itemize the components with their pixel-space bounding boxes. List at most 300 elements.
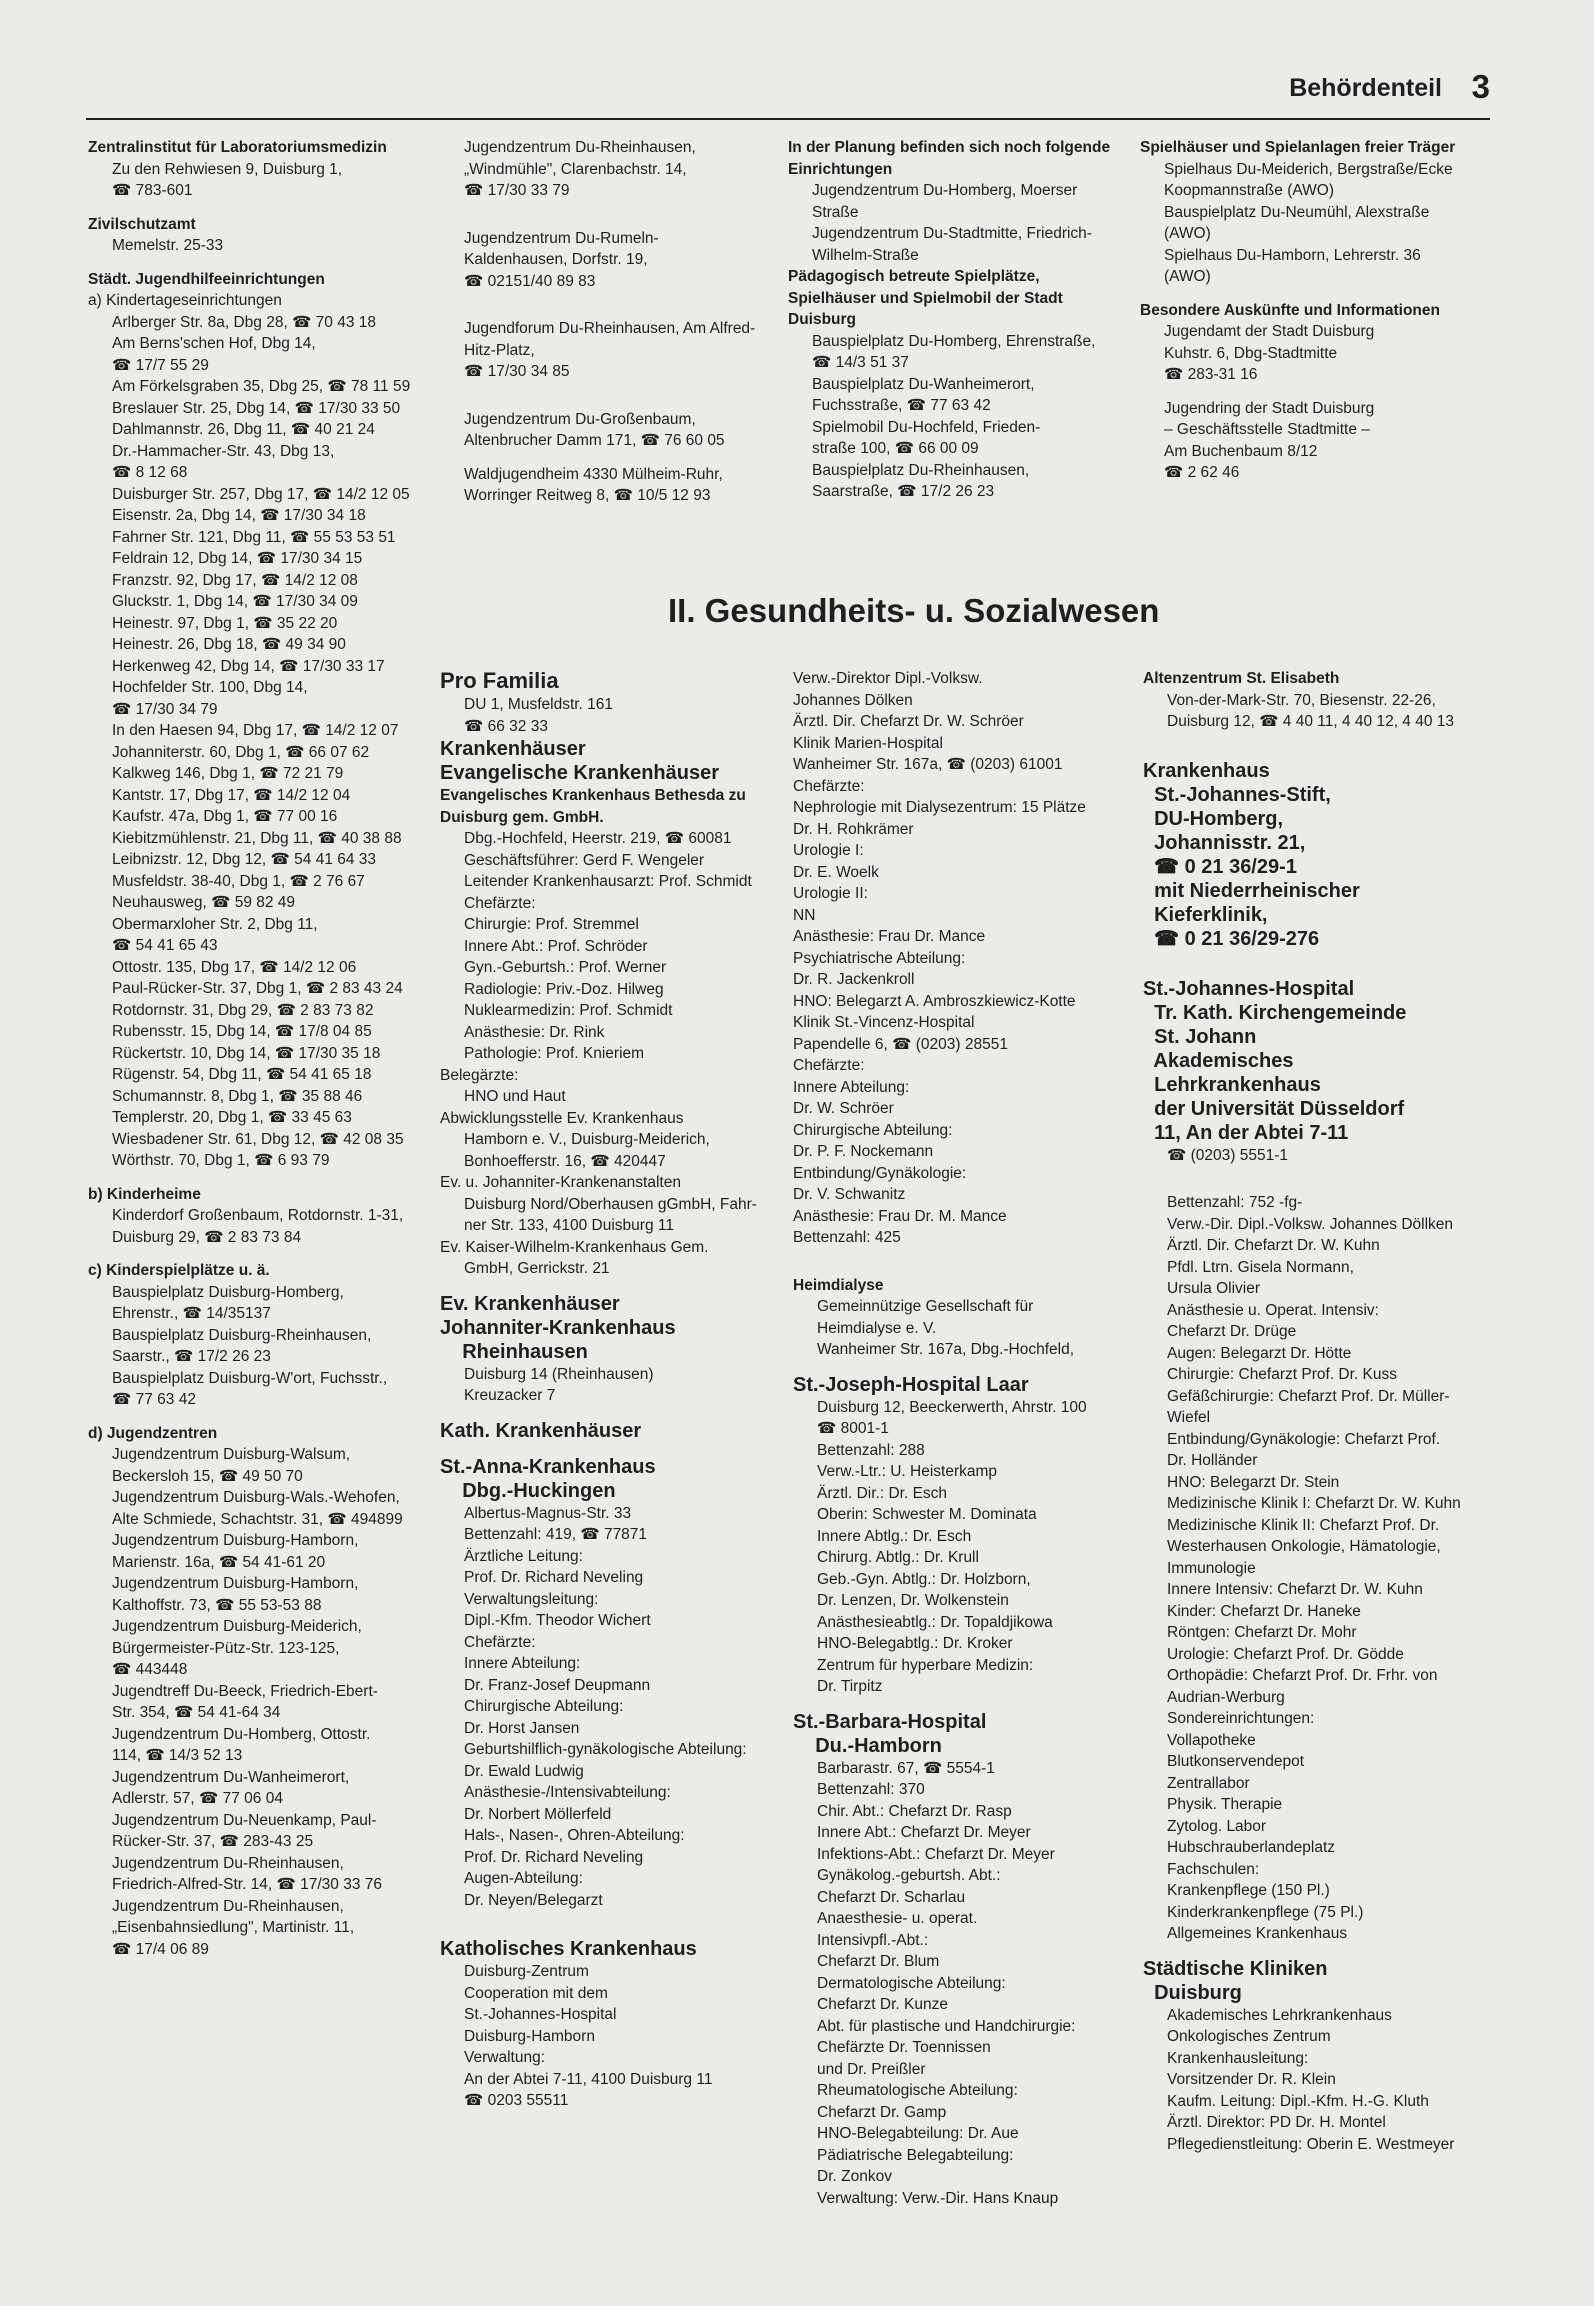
spacer bbox=[88, 1172, 428, 1184]
entry-line: Duisburg-Hamborn bbox=[464, 2027, 595, 2045]
entry-line: Jugendzentrum Duisburg-Hamborn, bbox=[112, 1532, 359, 1549]
entry-line: Chefärzte: bbox=[793, 777, 865, 795]
entry-line: Bauspielplatz Du-Neumühl, Alexstraße bbox=[1164, 203, 1430, 221]
entry-heading: Pädagogisch betreute Spielplätze, bbox=[788, 268, 1040, 285]
entry-line: Chefarzt Dr. Kunze bbox=[817, 1996, 948, 2013]
entry-line: Geb.-Gyn. Abtlg.: Dr. Holzborn, bbox=[817, 1570, 1031, 1588]
entry-line: Leibnizstr. 12, Dbg 12, ☎ 54 41 64 33 bbox=[112, 851, 377, 868]
entry-line: Duisburger Str. 257, Dbg 17, ☎ 14/2 12 05 bbox=[112, 485, 410, 503]
entry-line: Urologie II: bbox=[793, 885, 868, 902]
entry-line: ☎ 54 41 65 43 bbox=[112, 937, 218, 954]
entry-line: Immunologie bbox=[1167, 1559, 1256, 1577]
entry-heading: St.-Anna-Krankenhaus bbox=[440, 1455, 656, 1478]
entry-heading: Krankenhaus bbox=[1143, 759, 1270, 782]
entry-line: „Eisenbahnsiedlung", Martinistr. 11, bbox=[112, 1919, 355, 1936]
spacer bbox=[1143, 1166, 1483, 1192]
entry-line: Prof. Dr. Richard Neveling bbox=[464, 1569, 644, 1586]
entry-line: Dr.-Hammacher-Str. 43, Dbg 13, bbox=[112, 442, 335, 460]
entry-line: Kinder: Chefarzt Dr. Haneke bbox=[1167, 1602, 1361, 1620]
entry-line: Anästhesie-/Intensivabteilung: bbox=[464, 1784, 671, 1801]
entry-line: Duisburg 12, ☎ 4 40 11, 4 40 12, 4 40 13 bbox=[1167, 713, 1455, 730]
spacer bbox=[88, 1248, 428, 1260]
entry-line: Bauspielplatz Duisburg-Rheinhausen, bbox=[112, 1326, 372, 1344]
entry-line: Marienstr. 16a, ☎ 54 41-61 20 bbox=[112, 1553, 326, 1571]
entry-line: Urologie I: bbox=[793, 842, 864, 859]
entry-line: Kalthoffstr. 73, ☎ 55 53-53 88 bbox=[112, 1596, 322, 1614]
entry-line: Radiologie: Priv.-Doz. Hilweg bbox=[464, 980, 664, 998]
entry-line: Kiebitzmühlenstr. 21, Dbg 11, ☎ 40 38 88 bbox=[112, 829, 402, 847]
entry-line: Jugendzentrum Du-Stadtmitte, Friedrich- bbox=[812, 225, 1092, 242]
entry-line: Gyn.-Geburtsh.: Prof. Werner bbox=[464, 959, 667, 976]
entry-heading: Zivilschutzamt bbox=[88, 215, 196, 233]
entry-line: Paul-Rücker-Str. 37, Dbg 1, ☎ 2 83 43 24 bbox=[112, 980, 403, 997]
entry-line: Jugendforum Du-Rheinhausen, Am Alfred- bbox=[464, 320, 756, 337]
entry-line: Duisburg-Zentrum bbox=[464, 1963, 589, 1980]
entry-heading: Einrichtungen bbox=[788, 160, 893, 178]
entry-line: Franzstr. 92, Dbg 17, ☎ 14/2 12 08 bbox=[112, 571, 358, 589]
entry-heading: Heimdialyse bbox=[793, 1276, 884, 1294]
entry-line: Jugendzentrum Duisburg-Meiderich, bbox=[112, 1618, 362, 1635]
entry-line: Beckersloh 15, ☎ 49 50 70 bbox=[112, 1467, 303, 1485]
entry-heading: Duisburg gem. GmbH. bbox=[440, 808, 604, 826]
entry-line: Kaufstr. 47a, Dbg 1, ☎ 77 00 16 bbox=[112, 808, 338, 825]
entry-line: Alte Schmiede, Schachtstr. 31, ☎ 494899 bbox=[112, 1510, 403, 1528]
entry-line: ner Str. 133, 4100 Duisburg 11 bbox=[464, 1217, 674, 1234]
entry-line: Spielhaus Du-Hamborn, Lehrerstr. 36 bbox=[1164, 246, 1421, 264]
header-title: Behördenteil bbox=[1289, 74, 1442, 102]
entry-line: ☎ 66 32 33 bbox=[464, 717, 548, 735]
entry-line: Albertus-Magnus-Str. 33 bbox=[464, 1504, 632, 1522]
entry-line: Kinderdorf Großenbaum, Rotdornstr. 1-31, bbox=[112, 1207, 404, 1224]
entry-line: Dr. R. Jackenkroll bbox=[793, 971, 915, 988]
entry-line: Dr. Franz-Josef Deupmann bbox=[464, 1676, 651, 1694]
entry-line: Heimdialyse e. V. bbox=[817, 1319, 937, 1337]
entry-line: Chefärzte: bbox=[464, 894, 536, 912]
entry-line: Dr. Neyen/Belegarzt bbox=[464, 1891, 603, 1909]
spacer bbox=[440, 1911, 785, 1937]
entry-line: Cooperation mit dem bbox=[464, 1984, 608, 2002]
entry-line: Entbindung/Gynäkologie: Chefarzt Prof. bbox=[1167, 1430, 1441, 1448]
entry-line: Verwaltung: Verw.-Dir. Hans Knaup bbox=[817, 2189, 1059, 2207]
entry-line: Fachschulen: bbox=[1167, 1860, 1260, 1878]
entry-line: NN bbox=[793, 906, 816, 924]
entry-line: Verw.-Dir. Dipl.-Volksw. Johannes Döllken bbox=[1167, 1215, 1454, 1233]
entry-line: Augen-Abteilung: bbox=[464, 1870, 583, 1887]
entry-heading: Zentralinstitut für Laboratoriumsmedizin bbox=[88, 139, 387, 156]
entry-line: Jugendzentrum Du-Neuenkamp, Paul- bbox=[112, 1811, 377, 1829]
entry-line: Blutkonservendepot bbox=[1167, 1753, 1305, 1770]
entry-line: – Geschäftsstelle Stadtmitte – bbox=[1164, 421, 1370, 438]
entry-line: Bettenzahl: 419, ☎ 77871 bbox=[464, 1526, 648, 1543]
entry-line: Krankenpflege (150 Pl.) bbox=[1167, 1882, 1330, 1899]
entry-line: Chirurgische Abteilung: bbox=[464, 1698, 624, 1715]
spacer bbox=[1140, 386, 1480, 398]
entry-line: straße 100, ☎ 66 00 09 bbox=[812, 440, 979, 457]
entry-line: Fahrner Str. 121, Dbg 11, ☎ 55 53 53 51 bbox=[112, 528, 396, 546]
entry-line: Eisenstr. 2a, Dbg 14, ☎ 17/30 34 18 bbox=[112, 507, 366, 524]
entry-line: Innere Abteilung: bbox=[464, 1655, 581, 1672]
entry-line: Duisburg Nord/Oberhausen gGmbH, Fahr- bbox=[464, 1195, 757, 1213]
entry-line: Chefärzte: bbox=[464, 1633, 536, 1651]
entry-line: ☎ 783-601 bbox=[112, 182, 193, 199]
entry-line: Zentrallabor bbox=[1167, 1774, 1250, 1792]
column-2-top bbox=[440, 137, 780, 507]
entry-line: Infektions-Abt.: Chefarzt Dr. Meyer bbox=[817, 1845, 1055, 1863]
entry-line: Rügenstr. 54, Dbg 11, ☎ 54 41 65 18 bbox=[112, 1066, 372, 1083]
entry-line: Jugendzentrum Du-Rheinhausen, bbox=[112, 1854, 344, 1872]
entry-line: ☎ 14/3 51 37 bbox=[812, 354, 909, 371]
entry-line: Dr. P. F. Nockemann bbox=[793, 1143, 934, 1160]
entry-heading: Spielhäuser und Spielanlagen freier Träger bbox=[1140, 139, 1456, 156]
entry-line: Jugendtreff Du-Beeck, Friedrich-Ebert- bbox=[112, 1682, 378, 1700]
entry-line: ☎ 17/7 55 29 bbox=[112, 356, 209, 374]
entry-line: Kaufm. Leitung: Dipl.-Kfm. H.-G. Kluth bbox=[1167, 2092, 1429, 2110]
entry-line: Str. 354, ☎ 54 41-64 34 bbox=[112, 1704, 281, 1721]
entry-line: Anästhesieabtlg.: Dr. Topaldjikowa bbox=[817, 1613, 1053, 1631]
entry-line: Anästhesie: Frau Dr. Mance bbox=[793, 928, 986, 945]
entry-line: Ev. Kaiser-Wilhelm-Krankenhaus Gem. bbox=[440, 1238, 709, 1256]
entry-heading: Tr. Kath. Kirchengemeinde bbox=[1143, 1001, 1407, 1024]
entry-line: Dermatologische Abteilung: bbox=[817, 1974, 1006, 1992]
entry-line: Ursula Olivier bbox=[1167, 1280, 1261, 1297]
column-4-bottom bbox=[1143, 668, 1483, 2155]
entry-line: Memelstr. 25-33 bbox=[112, 237, 224, 254]
entry-line: Dr. V. Schwanitz bbox=[793, 1186, 906, 1203]
entry-line: Dbg.-Hochfeld, Heerstr. 219, ☎ 60081 bbox=[464, 830, 732, 847]
entry-line: HNO-Belegabteilung: Dr. Aue bbox=[817, 2125, 1019, 2142]
entry-line: Bettenzahl: 370 bbox=[817, 1781, 925, 1798]
entry-line: Ärztl. Dir.: Dr. Esch bbox=[817, 1484, 948, 1502]
entry-heading: St.-Johannes-Hospital bbox=[1143, 977, 1355, 1000]
entry-line: Kaldenhausen, Dorfstr. 19, bbox=[464, 251, 648, 268]
entry-line: Innere Abteilung: bbox=[793, 1078, 910, 1096]
entry-line: Anästhesie: Dr. Rink bbox=[464, 1023, 605, 1041]
entry-heading: St.-Joseph-Hospital Laar bbox=[793, 1373, 1029, 1396]
entry-line: ☎ 283-31 16 bbox=[1164, 366, 1258, 383]
entry-heading: Johanniter-Krankenhaus bbox=[440, 1316, 676, 1339]
entry-line: Rückertstr. 10, Dbg 14, ☎ 17/30 35 18 bbox=[112, 1044, 381, 1062]
spacer bbox=[440, 1280, 785, 1292]
entry-line: Jugendzentrum Duisburg-Walsum, bbox=[112, 1446, 351, 1463]
entry-line: Zu den Rehwiesen 9, Duisburg 1, bbox=[112, 160, 343, 178]
entry-heading: Akademisches bbox=[1143, 1049, 1294, 1072]
entry-line: Chirurgie: Prof. Stremmel bbox=[464, 916, 639, 933]
entry-line: Wiesbadener Str. 61, Dbg 12, ☎ 42 08 35 bbox=[112, 1130, 404, 1148]
entry-line: (AWO) bbox=[1164, 225, 1211, 242]
entry-heading: Städtische Kliniken bbox=[1143, 1957, 1328, 1980]
entry-line: Bettenzahl: 425 bbox=[793, 1229, 901, 1246]
entry-line: Am Buchenbaum 8/12 bbox=[1164, 442, 1318, 460]
entry-line: Hubschrauberlandeplatz bbox=[1167, 1839, 1336, 1856]
entry-line: Chirurgische Abteilung: bbox=[793, 1121, 953, 1139]
entry-line: „Windmühle", Clarenbachstr. 14, bbox=[464, 160, 687, 178]
entry-line: Belegärzte: bbox=[440, 1066, 519, 1084]
section-title: II. Gesundheits- u. Sozialwesen bbox=[668, 592, 1160, 629]
entry-line: Duisburg 29, ☎ 2 83 73 84 bbox=[112, 1228, 302, 1246]
entry-line: Ehrenstr., ☎ 14/35137 bbox=[112, 1305, 271, 1322]
entry-line: Dr. H. Rohkrämer bbox=[793, 820, 914, 838]
entry-line: Koopmannstraße (AWO) bbox=[1164, 182, 1334, 199]
entry-line: Jugendzentrum Du-Homberg, Ottostr. bbox=[112, 1725, 371, 1743]
spacer bbox=[440, 383, 780, 409]
entry-line: Wiefel bbox=[1167, 1409, 1211, 1426]
entry-line: Leitender Krankenhausarzt: Prof. Schmidt bbox=[464, 873, 752, 890]
entry-line: Kantstr. 17, Dbg 17, ☎ 14/2 12 04 bbox=[112, 786, 351, 804]
entry-heading: Evangelische Krankenhäuser bbox=[440, 762, 720, 784]
entry-line: Geschäftsführer: Gerd F. Wengeler bbox=[464, 851, 705, 869]
entry-line: Dr. Lenzen, Dr. Wolkenstein bbox=[817, 1592, 1009, 1609]
entry-line: Altenbrucher Damm 171, ☎ 76 60 05 bbox=[464, 432, 725, 449]
spacer bbox=[1143, 1945, 1483, 1957]
entry-line: a) Kindertageseinrichtungen bbox=[88, 292, 282, 309]
entry-line: (AWO) bbox=[1164, 268, 1211, 285]
entry-line: Jugendzentrum Duisburg-Wals.-Wehofen, bbox=[112, 1489, 400, 1506]
entry-line: Nuklearmedizin: Prof. Schmidt bbox=[464, 1002, 673, 1019]
entry-heading: Pro Familia bbox=[440, 668, 559, 693]
entry-line: Gefäßchirurgie: Chefarzt Prof. Dr. Müller- bbox=[1167, 1387, 1450, 1405]
entry-heading: der Universität Düsseldorf bbox=[1143, 1097, 1405, 1120]
entry-line: Straße bbox=[812, 203, 859, 221]
entry-line: Barbarastr. 67, ☎ 5554-1 bbox=[817, 1759, 995, 1777]
entry-line: Jugendring der Stadt Duisburg bbox=[1164, 399, 1375, 417]
entry-heading: Städt. Jugendhilfeeinrichtungen bbox=[88, 270, 325, 288]
entry-line: Onkologisches Zentrum bbox=[1167, 2028, 1331, 2045]
entry-line: Dr. W. Schröer bbox=[793, 1100, 894, 1117]
entry-heading: Katholisches Krankenhaus bbox=[440, 1938, 697, 1960]
entry-line: Anästhesie u. Operat. Intensiv: bbox=[1167, 1301, 1379, 1319]
entry-line: Herkenweg 42, Dbg 14, ☎ 17/30 33 17 bbox=[112, 657, 385, 675]
entry-line: Verw.-Ltr.: U. Heisterkamp bbox=[817, 1463, 998, 1480]
entry-line: Jugendzentrum Du-Wanheimerort, bbox=[112, 1768, 350, 1786]
spacer bbox=[440, 452, 780, 464]
entry-heading: Kath. Krankenhäuser bbox=[440, 1419, 642, 1442]
entry-line: Westerhausen Onkologie, Hämatologie, bbox=[1167, 1538, 1441, 1555]
entry-heading: Lehrkrankenhaus bbox=[1143, 1073, 1321, 1096]
column-1 bbox=[88, 137, 428, 1960]
entry-line: Breslauer Str. 25, Dbg 14, ☎ 17/30 33 50 bbox=[112, 399, 401, 417]
entry-line: Johannes Dölken bbox=[793, 691, 913, 709]
entry-line: Abt. für plastische und Handchirurgie: bbox=[817, 2017, 1076, 2035]
entry-line: Zentrum für hyperbare Medizin: bbox=[817, 1656, 1034, 1674]
entry-line: Papendelle 6, ☎ (0203) 28551 bbox=[793, 1035, 1008, 1053]
entry-line: Dr. Tirpitz bbox=[817, 1678, 883, 1695]
entry-line: Allgemeines Krankenhaus bbox=[1167, 1925, 1348, 1942]
entry-line: ☎ 443448 bbox=[112, 1661, 188, 1678]
entry-heading: Besondere Auskünfte und Informationen bbox=[1140, 301, 1440, 319]
entry-line: Verwaltungsleitung: bbox=[464, 1590, 599, 1608]
entry-line: ☎ 0203 55511 bbox=[464, 2092, 569, 2109]
spacer bbox=[88, 202, 428, 214]
entry-heading: Johannisstr. 21, bbox=[1143, 831, 1306, 854]
entry-line: Ärztliche Leitung: bbox=[464, 1547, 583, 1565]
entry-line: Chefärzte Dr. Toennissen bbox=[817, 2039, 991, 2056]
entry-line: Jugendzentrum Du-Rheinhausen, bbox=[112, 1897, 344, 1915]
entry-line: Am Förkelsgraben 35, Dbg 25, ☎ 78 11 59 bbox=[112, 378, 411, 395]
entry-line: Rotdornstr. 31, Dbg 29, ☎ 2 83 73 82 bbox=[112, 1001, 374, 1019]
entry-heading: b) Kinderheime bbox=[88, 1185, 201, 1203]
entry-line: Jugendzentrum Duisburg-Hamborn, bbox=[112, 1575, 359, 1592]
entry-line: Kinderkrankenpflege (75 Pl.) bbox=[1167, 1903, 1364, 1921]
entry-line: und Dr. Preißler bbox=[817, 2060, 926, 2078]
entry-line: In den Haesen 94, Dbg 17, ☎ 14/2 12 07 bbox=[112, 722, 399, 739]
column-4-top bbox=[1140, 137, 1480, 484]
entry-line: Bauspielplatz Du-Rheinhausen, bbox=[812, 461, 1030, 479]
spacer bbox=[793, 1698, 1133, 1710]
entry-line: ☎ 17/4 06 89 bbox=[112, 1940, 209, 1958]
entry-line: Spielhaus Du-Meiderich, Bergstraße/Ecke bbox=[1164, 160, 1453, 178]
entry-line: Orthopädie: Chefarzt Prof. Dr. Frhr. von bbox=[1167, 1667, 1438, 1684]
entry-line: Ottostr. 135, Dbg 17, ☎ 14/2 12 06 bbox=[112, 958, 357, 976]
entry-line: Hamborn e. V., Duisburg-Meiderich, bbox=[464, 1131, 710, 1148]
entry-line: Chefarzt Dr. Gamp bbox=[817, 2103, 947, 2121]
entry-heading: Krankenhäuser bbox=[440, 738, 586, 760]
entry-line: Ärztl. Dir. Chefarzt Dr. W. Kuhn bbox=[1167, 1237, 1380, 1254]
entry-line: Friedrich-Alfred-Str. 14, ☎ 17/30 33 76 bbox=[112, 1876, 383, 1893]
entry-line: Jugendzentrum Du-Rheinhausen, bbox=[464, 139, 696, 156]
entry-line: Wanheimer Str. 167a, ☎ (0203) 61001 bbox=[793, 756, 1063, 773]
entry-line: Duisburg 12, Beeckerwerth, Ahrstr. 100 bbox=[817, 1398, 1087, 1416]
entry-line: Bürgermeister-Pütz-Str. 123-125, bbox=[112, 1639, 340, 1657]
entry-line: Kalkweg 146, Dbg 1, ☎ 72 21 79 bbox=[112, 765, 344, 782]
entry-line: Adlerstr. 57, ☎ 77 06 04 bbox=[112, 1790, 283, 1807]
entry-heading: d) Jugendzentren bbox=[88, 1424, 218, 1442]
spacer bbox=[440, 1443, 785, 1455]
entry-line: Klinik Marien-Hospital bbox=[793, 734, 943, 752]
entry-line: Abwicklungsstelle Ev. Krankenhaus bbox=[440, 1109, 684, 1127]
column-3-bottom bbox=[793, 668, 1133, 2209]
entry-line: Vollapotheke bbox=[1167, 1731, 1256, 1749]
entry-line: Templerstr. 20, Dbg 1, ☎ 33 45 63 bbox=[112, 1109, 352, 1126]
entry-line: ☎ 8 12 68 bbox=[112, 464, 188, 481]
entry-line: Von-der-Mark-Str. 70, Biesenstr. 22-26, bbox=[1167, 691, 1436, 709]
spacer bbox=[440, 1407, 785, 1419]
entry-line: Audrian-Werburg bbox=[1167, 1688, 1285, 1706]
entry-heading: ☎ 0 21 36/29-276 bbox=[1143, 927, 1320, 950]
entry-line: Chefärzte: bbox=[793, 1057, 865, 1074]
entry-line: Dr. Holländer bbox=[1167, 1452, 1258, 1469]
entry-heading: Du.-Hamborn bbox=[793, 1734, 942, 1757]
spacer bbox=[88, 1411, 428, 1423]
entry-line: Medizinische Klinik I: Chefarzt Dr. W. Kuhn bbox=[1167, 1495, 1461, 1512]
entry-line: HNO: Belegarzt A. Ambroszkiewicz-Kotte bbox=[793, 992, 1076, 1010]
entry-heading: Altenzentrum St. Elisabeth bbox=[1143, 670, 1340, 687]
entry-line: GmbH, Gerrickstr. 21 bbox=[464, 1260, 610, 1277]
entry-heading: c) Kinderspielplätze u. ä. bbox=[88, 1262, 270, 1279]
entry-line: Bauspielplatz Duisburg-W'ort, Fuchsstr., bbox=[112, 1369, 388, 1387]
entry-line: Rubensstr. 15, Dbg 14, ☎ 17/8 04 85 bbox=[112, 1023, 372, 1040]
entry-line: Krankenhausleitung: bbox=[1167, 2049, 1309, 2067]
entry-line: Oberin: Schwester M. Dominata bbox=[817, 1506, 1037, 1523]
entry-line: ☎ 17/30 34 85 bbox=[464, 363, 570, 380]
entry-line: ☎ 17/30 33 79 bbox=[464, 182, 570, 199]
entry-line: Hitz-Platz, bbox=[464, 341, 535, 359]
entry-line: Wörthstr. 70, Dbg 1, ☎ 6 93 79 bbox=[112, 1152, 330, 1169]
entry-line: Urologie: Chefarzt Prof. Dr. Gödde bbox=[1167, 1645, 1404, 1663]
entry-line: Innere Abtlg.: Dr. Esch bbox=[817, 1527, 972, 1545]
entry-line: Chirurg. Abtlg.: Dr. Krull bbox=[817, 1549, 979, 1566]
entry-line: Gemeinnützige Gesellschaft für bbox=[817, 1298, 1034, 1315]
entry-line: Johanniterstr. 60, Dbg 1, ☎ 66 07 62 bbox=[112, 743, 370, 761]
column-2-bottom bbox=[440, 668, 785, 2112]
entry-line: Ev. u. Johanniter-Krankenanstalten bbox=[440, 1174, 681, 1191]
entry-line: Fuchsstraße, ☎ 77 63 42 bbox=[812, 397, 991, 414]
entry-line: Innere Abt.: Chefarzt Dr. Meyer bbox=[817, 1824, 1031, 1841]
spacer bbox=[440, 202, 780, 228]
entry-heading: Evangelisches Krankenhaus Bethesda zu bbox=[440, 787, 746, 804]
entry-line: ☎ 77 63 42 bbox=[112, 1391, 196, 1408]
entry-line: Kuhstr. 6, Dbg-Stadtmitte bbox=[1164, 344, 1338, 362]
entry-line: Rücker-Str. 37, ☎ 283-43 25 bbox=[112, 1833, 314, 1850]
entry-line: Pädiatrische Belegabteilung: bbox=[817, 2146, 1014, 2164]
entry-heading: 11, An der Abtei 7-11 bbox=[1143, 1121, 1349, 1144]
entry-heading: St. Johann bbox=[1143, 1025, 1257, 1048]
entry-line: Musfeldstr. 38-40, Dbg 1, ☎ 2 76 67 bbox=[112, 872, 365, 890]
entry-line: ☎ 2 62 46 bbox=[1164, 464, 1240, 481]
entry-line: Saarstr., ☎ 17/2 26 23 bbox=[112, 1348, 271, 1365]
entry-line: Geburtshilflich-gynäkologische Abteilung: bbox=[464, 1741, 747, 1758]
entry-line: Chefarzt Dr. Drüge bbox=[1167, 1323, 1297, 1340]
entry-line: Feldrain 12, Dbg 14, ☎ 17/30 34 15 bbox=[112, 550, 363, 567]
entry-line: Ärztl. Dir. Chefarzt Dr. W. Schröer bbox=[793, 713, 1024, 730]
entry-line: Arlberger Str. 8a, Dbg 28, ☎ 70 43 18 bbox=[112, 313, 377, 331]
entry-line: Wilhelm-Straße bbox=[812, 246, 919, 264]
spacer bbox=[88, 257, 428, 269]
entry-heading: DU-Homberg, bbox=[1143, 807, 1283, 830]
entry-line: Hals-, Nasen-, Ohren-Abteilung: bbox=[464, 1827, 685, 1844]
entry-line: Jugendzentrum Du-Rumeln- bbox=[464, 229, 659, 247]
entry-line: Schumannstr. 8, Dbg 1, ☎ 35 88 46 bbox=[112, 1087, 363, 1105]
entry-line: Ärztl. Direktor: PD Dr. H. Montel bbox=[1167, 2114, 1386, 2131]
entry-line: Akademisches Lehrkrankenhaus bbox=[1167, 2006, 1392, 2024]
spacer bbox=[1143, 733, 1483, 759]
entry-line: Röntgen: Chefarzt Dr. Mohr bbox=[1167, 1624, 1357, 1641]
entry-line: Wanheimer Str. 167a, Dbg.-Hochfeld, bbox=[817, 1341, 1075, 1358]
page-header bbox=[86, 66, 1490, 120]
entry-line: Anästhesie: Frau Dr. M. Mance bbox=[793, 1207, 1007, 1225]
entry-line: Prof. Dr. Richard Neveling bbox=[464, 1848, 644, 1866]
entry-line: Verwaltung: bbox=[464, 2049, 545, 2066]
entry-line: Jugendzentrum Du-Großenbaum, bbox=[464, 410, 696, 428]
entry-line: An der Abtei 7-11, 4100 Duisburg 11 bbox=[464, 2070, 713, 2088]
entry-heading: Dbg.-Huckingen bbox=[440, 1479, 616, 1502]
entry-line: Entbindung/Gynäkologie: bbox=[793, 1164, 967, 1182]
entry-line: HNO-Belegabtlg.: Dr. Kroker bbox=[817, 1635, 1013, 1652]
entry-line: Innere Abt.: Prof. Schröder bbox=[464, 937, 648, 955]
entry-line: HNO: Belegarzt Dr. Stein bbox=[1167, 1473, 1340, 1491]
entry-line: Verw.-Direktor Dipl.-Volksw. bbox=[793, 670, 983, 687]
entry-line: Waldjugendheim 4330 Mülheim-Ruhr, bbox=[464, 465, 723, 483]
entry-line: Physik. Therapie bbox=[1167, 1796, 1283, 1813]
entry-line: Klinik St.-Vincenz-Hospital bbox=[793, 1014, 975, 1031]
entry-line: Kreuzacker 7 bbox=[464, 1387, 556, 1404]
entry-line: Jugendamt der Stadt Duisburg bbox=[1164, 323, 1375, 340]
entry-line: DU 1, Musfeldstr. 161 bbox=[464, 696, 614, 713]
column-3-top bbox=[788, 137, 1128, 503]
entry-line: Saarstraße, ☎ 17/2 26 23 bbox=[812, 483, 995, 500]
spacer bbox=[440, 292, 780, 318]
entry-line: Pathologie: Prof. Knieriem bbox=[464, 1045, 645, 1062]
entry-line: Gynäkolog.-geburtsh. Abt.: bbox=[817, 1867, 1001, 1884]
spacer bbox=[793, 1361, 1133, 1373]
spacer bbox=[793, 1249, 1133, 1275]
entry-line: Pfdl. Ltrn. Gisela Normann, bbox=[1167, 1258, 1354, 1276]
entry-line: Bauspielplatz Duisburg-Homberg, bbox=[112, 1283, 344, 1301]
entry-line: Sondereinrichtungen: bbox=[1167, 1710, 1315, 1727]
entry-line: Hochfelder Str. 100, Dbg 14, bbox=[112, 679, 308, 696]
entry-line: Bonhoefferstr. 16, ☎ 420447 bbox=[464, 1152, 666, 1170]
entry-line: Nephrologie mit Dialysezentrum: 15 Plätze bbox=[793, 799, 1086, 816]
entry-heading: Duisburg bbox=[1143, 1981, 1242, 2004]
